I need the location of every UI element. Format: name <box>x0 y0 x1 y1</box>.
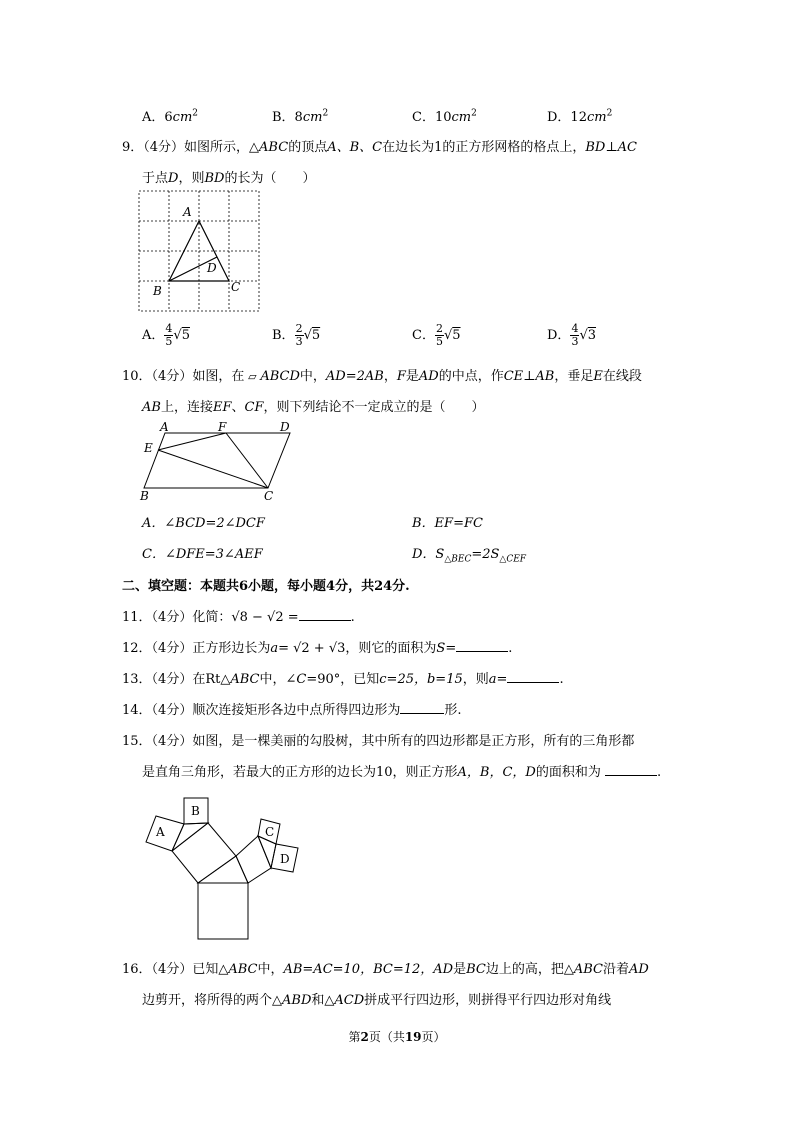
q14: 14．（4分）顺次连接矩形各边中点所得四边形为 形. <box>122 703 462 718</box>
q10-line1: 10．（4分）如图，在 ▱ ABCD中，AD=2AB，F是AD的中点，作CE⊥AB，垂足E在线段 <box>122 369 642 384</box>
q9-label-c: C <box>231 280 241 294</box>
q12: 12．（4分）正方形边长为a= √2 + √3，则它的面积为S= . <box>122 641 513 656</box>
q8-option-b: B．$8cm^2$ <box>272 108 329 125</box>
q9-option-a: A． $\frac{4}{5}$ √5 <box>142 322 190 348</box>
q10-label-d: D <box>280 420 290 434</box>
q15-label-c: C <box>265 825 275 839</box>
q10-label-b: B <box>140 489 149 502</box>
q8-option-a: A．$6cm^2$ <box>142 108 199 125</box>
q9-label-a: A <box>183 205 192 219</box>
q11: 11．（4分）化简：√8 − √2 = . <box>122 610 355 625</box>
q13: 13．（4分）在Rt△ABC中，∠C=90°，已知c=25，b=15，则a= . <box>122 672 564 687</box>
q15-tree-lines <box>146 798 298 939</box>
q15-pythagoras-tree-figure <box>138 786 308 944</box>
q10-label-e: E <box>144 441 153 455</box>
q15-label-d: D <box>280 852 290 866</box>
q10-parallelogram-figure <box>138 418 308 502</box>
q10-option-b: B．EF=FC <box>412 516 483 531</box>
q8-option-c: C．$10cm^2$ <box>412 108 477 125</box>
q15-label-a: A <box>156 825 165 839</box>
q15-line1: 15．（4分）如图，是一棵美丽的勾股树，其中所有的四边形都是正方形，所有的三角形都 <box>122 734 635 749</box>
page-footer: 第2页（共19页） <box>348 1030 446 1044</box>
q9-label-d: D <box>207 261 217 275</box>
q9-option-d: D． $\frac{4}{3}$ √3 <box>547 322 597 348</box>
q10-label-c: C <box>264 489 274 502</box>
q16-line1: 16．（4分）已知△ABC中，AB=AC=10，BC=12，AD是BC边上的高，把△ABC沿着AD <box>122 962 649 977</box>
q10-label-a: A <box>160 420 169 434</box>
q9-line2: 于点D，则BD的长为（ ） <box>142 171 316 186</box>
q10-line2: AB上，连接EF、CF，则下列结论不一定成立的是（ ） <box>142 400 485 415</box>
section-2-heading: 二、填空题：本题共6小题，每小题4分，共24分. <box>122 579 410 594</box>
q10-option-c: C．∠DFE=3∠AEF <box>142 547 263 562</box>
q9-grid-figure <box>138 190 262 314</box>
q9-label-b: B <box>153 284 162 298</box>
q9-option-c: C． $\frac{2}{5}$ √5 <box>412 322 461 348</box>
q9-option-b: B． $\frac{2}{3}$ √5 <box>272 322 321 348</box>
q8-option-d: D．$12cm^2$ <box>547 108 613 125</box>
q16-line2: 边剪开，将所得的两个△ABD和△ACD拼成平行四边形，则拼得平行四边形对角线 <box>142 993 612 1008</box>
q15-line2: 是直角三角形，若最大的正方形的边长为10，则正方形A，B，C，D的面积和为 . <box>142 765 662 780</box>
q10-label-f: F <box>218 420 227 434</box>
q10-option-d: D．$S_{\triangle BEC}=2S_{\triangle CEF}$ <box>412 547 527 565</box>
q15-label-b: B <box>191 804 200 818</box>
q10-option-a: A．∠BCD=2∠DCF <box>142 516 265 531</box>
q9-line1: 9．（4分）如图所示，△ABC的顶点A、B、C在边长为1的正方形网格的格点上，BD⊥AC <box>122 140 637 155</box>
q10-figure-lines <box>144 433 290 488</box>
